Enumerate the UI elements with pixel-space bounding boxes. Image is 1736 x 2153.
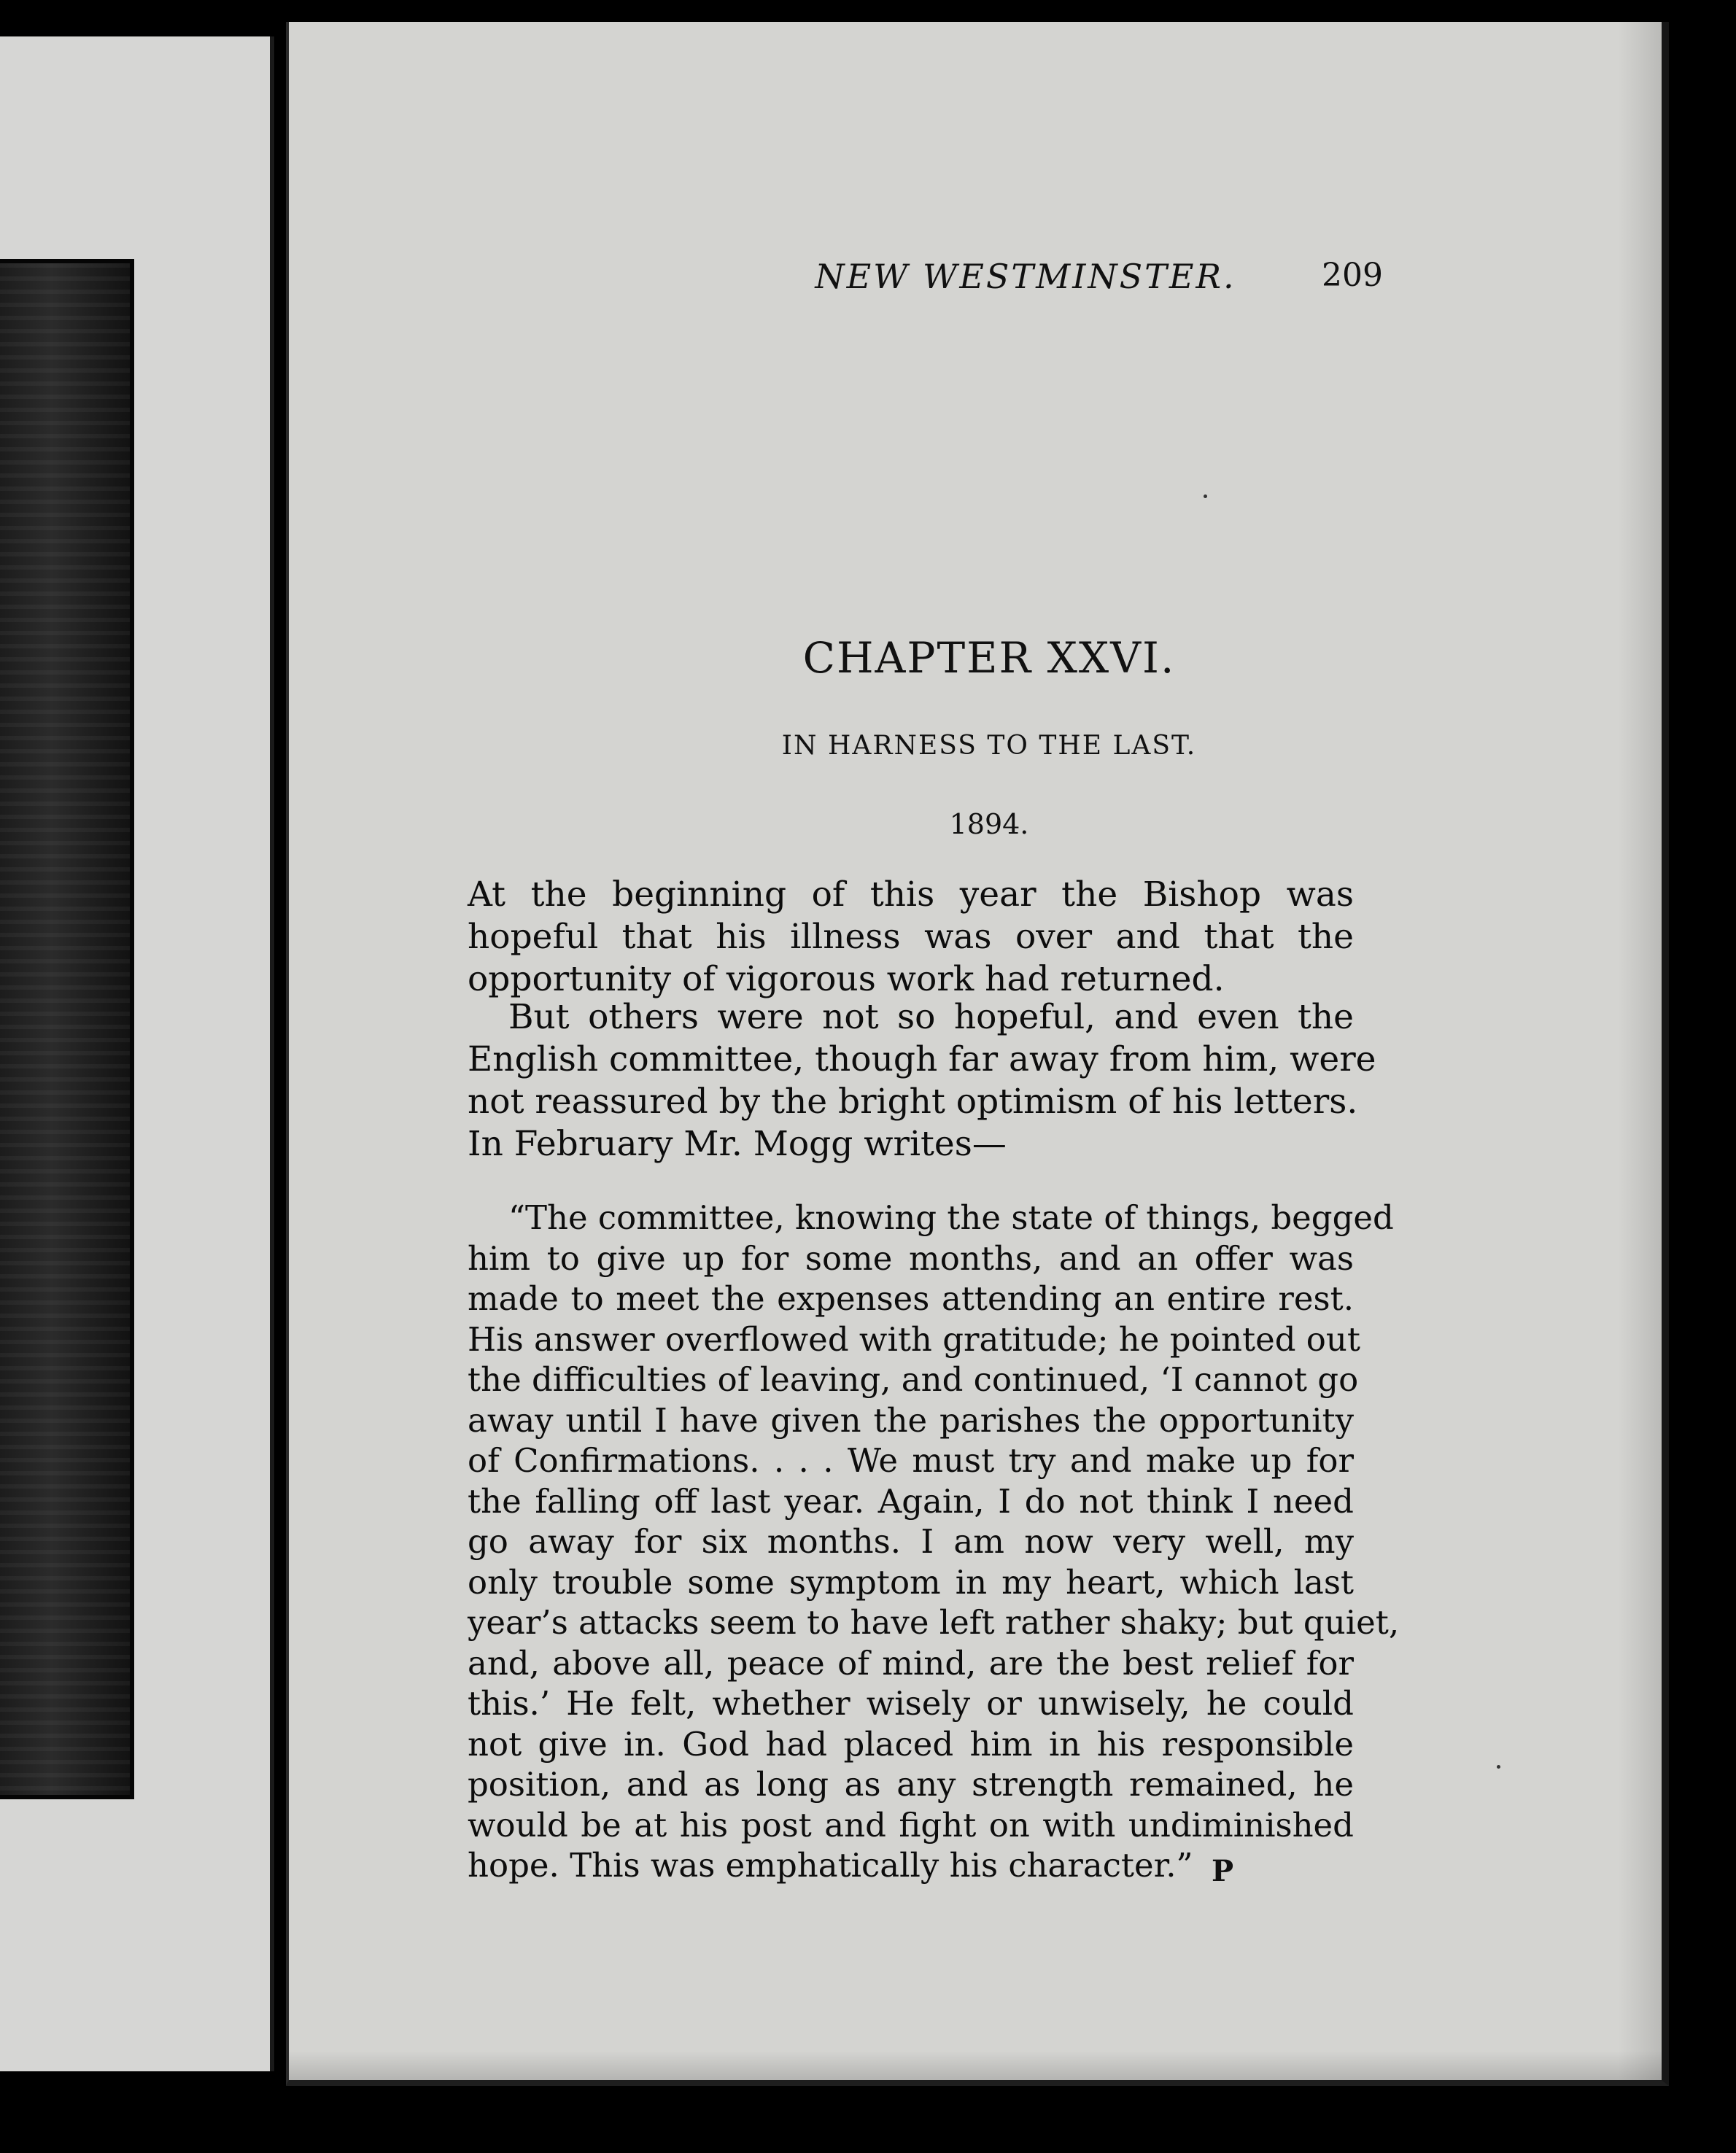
quote-line: position, and as long as any strength remained, he [468,1765,1354,1804]
facing-plate-illustration [0,259,134,1799]
paper-speck [1204,494,1207,498]
text-line: In February Mr. Mogg writes— [468,1124,1007,1164]
chapter-year: 1894. [949,808,1029,840]
plate-image-area [0,263,130,1795]
chapter-subtitle: IN HARNESS TO THE LAST. [781,731,1197,761]
book-page [286,22,1669,2086]
page-number: 209 [1322,257,1383,294]
quote-line: this.’ He felt, whether wisely or unwisely, he could [468,1684,1354,1723]
quote-line: only trouble some symptom in my heart, which last [468,1562,1354,1602]
quote-line: hope. This was emphatically his character.” [468,1846,1193,1885]
text-line: At the beginning of this year the Bishop was [468,874,1354,915]
quote-line: the falling off last year. Again, I do not think I need [468,1481,1354,1521]
text-line: English committee, though far away from him, were [468,1039,1376,1079]
quote-line: him to give up for some months, and an offer was [468,1238,1354,1278]
running-head-title: NEW WESTMINSTER. [815,257,1236,296]
facing-page [0,36,274,2071]
quote-line: and, above all, peace of mind, are the best relief for [468,1643,1354,1683]
page-edge-shadow [1618,22,1662,2080]
paragraph-second [468,996,1376,1165]
quote-line: away until I have given the parishes the opportunity [468,1400,1354,1440]
chapter-title: CHAPTER XXVI. [802,633,1176,683]
text-line: opportunity of vigorous work had returned. [468,959,1225,999]
text-line: But others were not so hopeful, and even the [508,997,1354,1037]
quote-line: not give in. God had placed him in his responsible [468,1724,1354,1764]
quote-line: would be at his post and fight on with undiminished [468,1805,1354,1844]
quote-line: the difficulties of leaving, and continued, ‘I cannot go [468,1360,1359,1399]
text-line: not reassured by the bright optimism of his letters. [468,1082,1358,1122]
text-line: hopeful that his illness was over and that the [468,917,1354,957]
quote-line: His answer overflowed with gratitude; he pointed out [468,1319,1360,1359]
paragraph-opening [468,874,1354,1001]
quoted-letter [468,1198,1400,1886]
quote-line: go away for six months. I am now very well, my [468,1522,1354,1561]
quote-line: made to meet the expenses attending an entire rest. [468,1279,1354,1318]
quote-line: “The committee, knowing the state of things, begged [508,1198,1394,1237]
quote-line: year’s attacks seem to have left rather shaky; but quiet, [468,1603,1400,1642]
paper-speck [1497,1765,1500,1769]
page-bottom-shadow [289,2051,1662,2080]
signature-mark: P [1212,1854,1234,1888]
quote-line: of Confirmations. . . . We must try and make up for [468,1441,1354,1480]
